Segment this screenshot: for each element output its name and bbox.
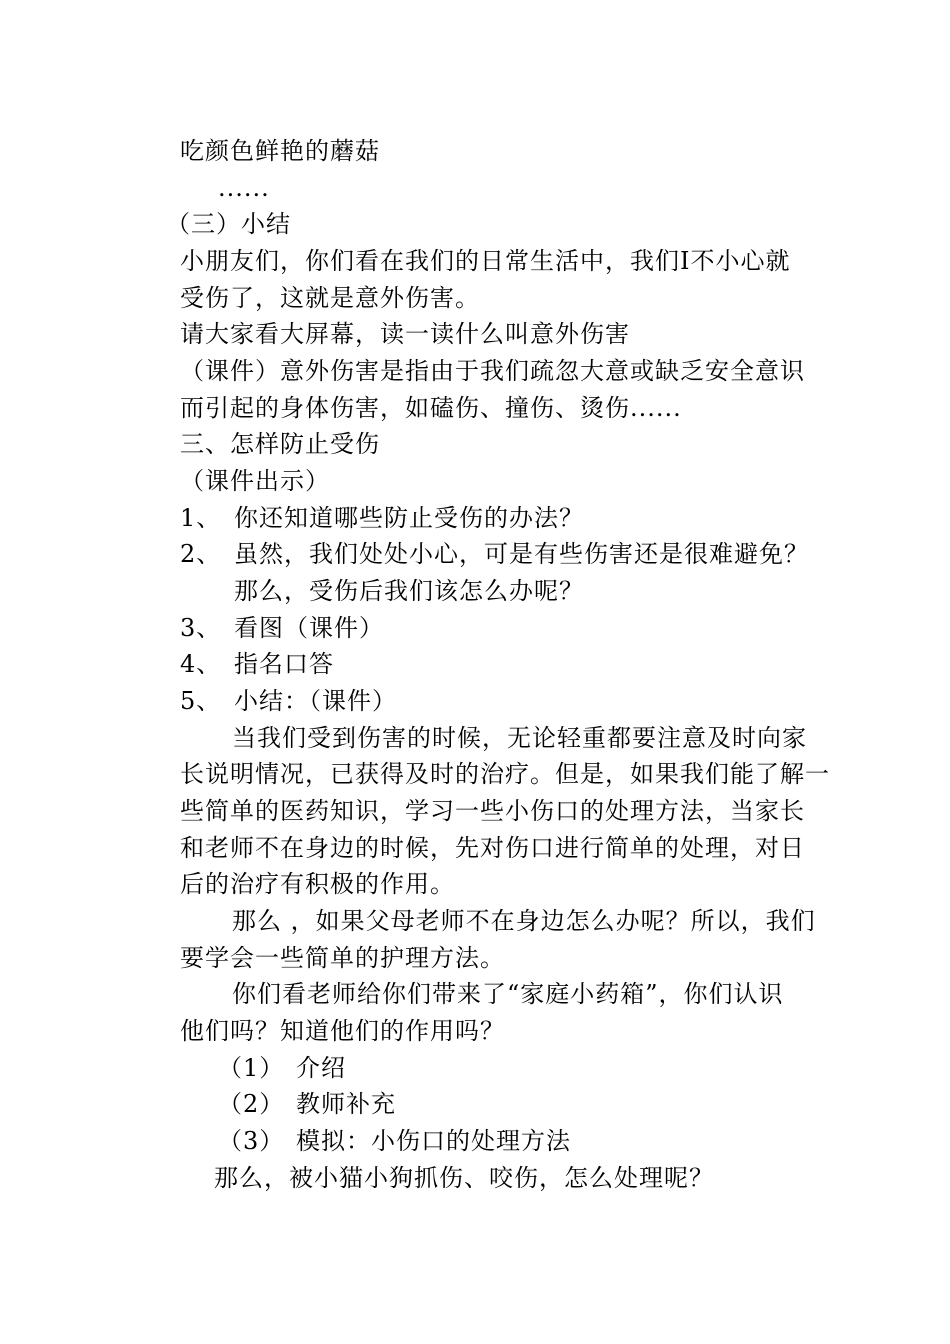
- paragraph-line: （课件出示）: [180, 467, 330, 495]
- list-item-text: 虽然，我们处处小心，可是有些伤害还是很难避免？: [234, 540, 809, 568]
- paragraph-line: 当我们受到伤害的时候，无论轻重都要注意及时向家: [232, 724, 807, 752]
- sublist-item: [218, 1086, 396, 1122]
- sublist-item-number: （1）: [218, 1054, 285, 1082]
- list-item: [180, 500, 584, 536]
- paragraph-line: 你们看老师给你们带来了“家庭小药箱”，你们认识: [232, 980, 784, 1008]
- list-item-text: 看图（课件）: [234, 614, 384, 642]
- list-item: [180, 646, 334, 682]
- list-item-text: 指名口答: [234, 650, 334, 678]
- list-item-number: 4、: [180, 650, 222, 678]
- sublist-item: [218, 1123, 571, 1159]
- paragraph-line: 而引起的身体伤害，如磕伤、撞伤、烫伤......: [180, 394, 682, 422]
- list-item-continuation: 那么，受伤后我们该怎么办呢？: [234, 577, 584, 605]
- sublist-item-number: （3）: [218, 1127, 285, 1155]
- paragraph-line: 些简单的医药知识，学习一些小伤口的处理方法，当家长: [180, 797, 805, 825]
- sublist-item-text: 模拟：小伤口的处理方法: [296, 1127, 571, 1155]
- list-item-number: 1、: [180, 504, 222, 532]
- paragraph-line: 要学会一些简单的护理方法。: [180, 944, 505, 972]
- sublist-item-text: 教师补充: [296, 1090, 396, 1118]
- paragraph-line: 小朋友们，你们看在我们的日常生活中，我们I不小心就: [180, 247, 791, 275]
- paragraph-line: 受伤了，这就是意外伤害。: [180, 284, 480, 312]
- paragraph-line: （课件）意外伤害是指由于我们疏忽大意或缺乏安全意识: [180, 357, 805, 385]
- paragraph-line: 那么，被小猫小狗抓伤、咬伤，怎么处理呢？: [214, 1164, 714, 1192]
- section-heading-summary: （三）小结: [166, 210, 291, 238]
- sublist-item: [218, 1050, 346, 1086]
- paragraph-line: 他们吗？知道他们的作用吗？: [180, 1017, 505, 1045]
- paragraph-line: 请大家看大屏幕，读一读什么叫意外伤害: [180, 320, 630, 348]
- list-item: [180, 683, 397, 719]
- sublist-item-number: （2）: [218, 1090, 285, 1118]
- list-item-number: 5、: [180, 687, 222, 715]
- list-item-text: 你还知道哪些防止受伤的办法？: [234, 504, 584, 532]
- list-item: [180, 610, 384, 646]
- paragraph-line: 和老师不在身边的时候，先对伤口进行简单的处理，对日: [180, 834, 805, 862]
- text-line-mushroom: 吃颜色鲜艳的蘑菇: [180, 137, 380, 165]
- ellipsis-line: ......: [218, 174, 270, 202]
- paragraph-line: 那么 ，如果父母老师不在身边怎么办呢？所以，我们: [232, 907, 816, 935]
- list-item-number: 3、: [180, 614, 222, 642]
- list-item: [180, 536, 809, 572]
- list-item-number: 2、: [180, 540, 222, 568]
- list-item-text: 小结：（课件）: [234, 687, 397, 715]
- section-heading-prevention: 三、怎样防止受伤: [180, 430, 380, 458]
- paragraph-line: 后的治疗有积极的作用。: [180, 870, 455, 898]
- sublist-item-text: 介绍: [296, 1054, 346, 1082]
- paragraph-line: 长说明情况，已获得及时的治疗。但是，如果我们能了解一: [180, 760, 830, 788]
